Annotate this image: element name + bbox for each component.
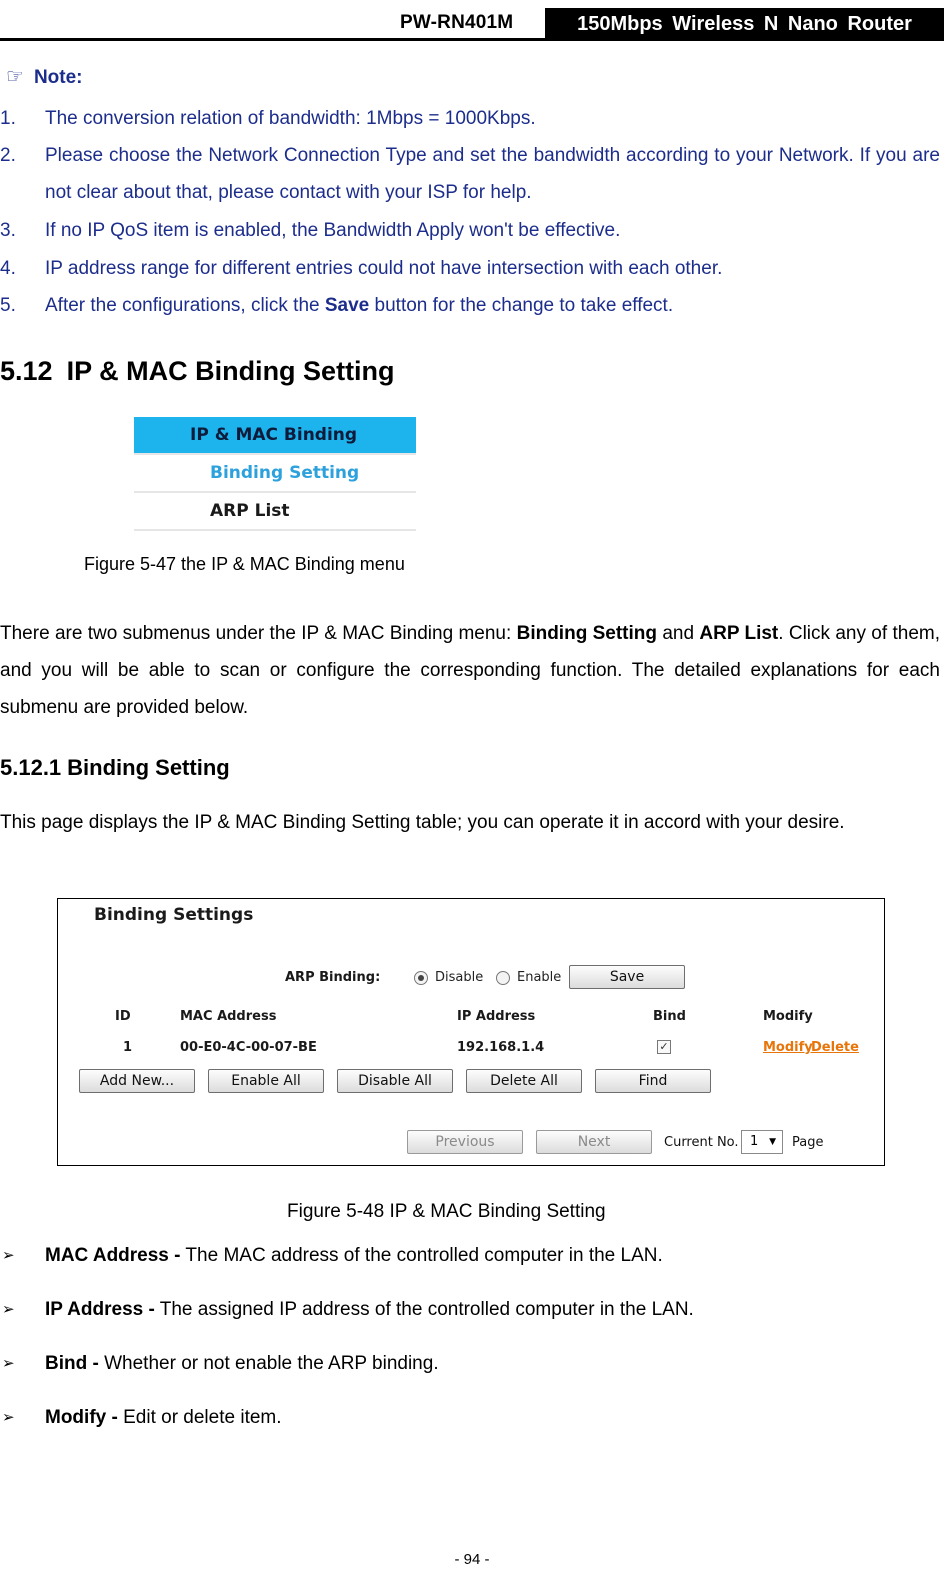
note-heading [6,64,83,89]
note-item-5: 5. After the configurations, click the Save button for the change to take effect. [0,295,674,316]
page-label: Page [792,1135,824,1150]
subsection-heading: 5.12.1 Binding Setting [0,755,230,780]
disable-radio[interactable] [414,971,428,985]
ip-mac-binding-menu [134,417,416,529]
section-heading: 5.12 IP & MAC Binding Setting [0,356,395,386]
note-item-1: 1. The conversion relation of bandwidth: 1Mbps = 1000Kbps. [0,108,536,129]
add-new-button[interactable]: Add New... [79,1069,195,1093]
previous-button[interactable]: Previous [407,1130,523,1154]
column-mac-address: MAC Address [180,1009,277,1024]
header-rule [0,38,944,41]
binding-settings-screenshot [57,898,885,1166]
enable-label: Enable [517,970,562,985]
bullet-mac-address: ➢ MAC Address - The MAC address of the controlled computer in the LAN. [2,1245,663,1266]
figure-48-caption: Figure 5-48 IP & MAC Binding Setting [287,1201,606,1222]
page-header [0,0,944,40]
current-page-select[interactable]: 1 ▼ [741,1130,783,1154]
enable-all-button[interactable]: Enable All [208,1069,324,1093]
arrow-bullet-icon: ➢ [2,1355,15,1372]
bullet-bind: ➢ Bind - Whether or not enable the ARP binding. [2,1353,439,1374]
delete-link[interactable]: Delete [811,1040,859,1055]
next-button[interactable]: Next [536,1130,652,1154]
bullet-modify: ➢ Modify - Edit or delete item. [2,1407,282,1428]
arrow-bullet-icon: ➢ [2,1301,15,1318]
header-model: PW-RN401M [400,12,514,33]
header-product: 150Mbps Wireless N Nano Router [545,8,944,40]
modify-link[interactable]: Modify [763,1040,813,1055]
find-button[interactable]: Find [595,1069,711,1093]
subsection-intro: This page displays the IP & MAC Binding Setting table; you can operate it in accord with your desire. [0,812,845,833]
enable-radio[interactable] [496,971,510,985]
row-bind-checkbox[interactable]: ✓ [657,1040,671,1054]
row-mac: 00-E0-4C-00-07-BE [180,1040,317,1055]
disable-all-button[interactable]: Disable All [337,1069,453,1093]
row-ip: 192.168.1.4 [457,1040,545,1055]
note-title: Note: [33,67,83,88]
arp-binding-label: ARP Binding: [285,970,381,985]
arrow-bullet-icon: ➢ [2,1247,15,1264]
row-id: 1 [123,1040,133,1055]
column-modify: Modify [763,1009,813,1024]
note-item-3: 3. If no IP QoS item is enabled, the Bandwidth Apply won't be effective. [0,220,621,241]
column-ip-address: IP Address [457,1009,536,1024]
figure-47-caption: Figure 5-47 the IP & MAC Binding menu [84,554,405,574]
menu-header[interactable]: IP & MAC Binding [134,417,416,455]
column-id: ID [115,1009,131,1024]
menu-item-arp-list[interactable]: ARP List [134,493,416,531]
delete-all-button[interactable]: Delete All [466,1069,582,1093]
note-item-4: 4. IP address range for different entries could not have intersection with each other. [0,258,723,279]
dropdown-arrow-icon: ▼ [769,1137,776,1147]
bullet-ip-address: ➢ IP Address - The assigned IP address of the controlled computer in the LAN. [2,1299,694,1320]
intro-paragraph: There are two submenus under the IP & MAC Binding menu: Binding Setting and ARP List. Click any of them, and you will be able to scan or configure the corresponding function. The detailed explanations for each submenu are provided below. [0,623,940,718]
save-term: Save [324,295,370,316]
arrow-bullet-icon: ➢ [2,1409,15,1426]
page-number: - 94 - [454,1551,490,1568]
disable-label: Disable [435,970,484,985]
menu-item-binding-setting[interactable]: Binding Setting [134,455,416,493]
note-item-2: 2. Please choose the Network Connection Type and set the bandwidth according to your Network. If you are not clear about that, please contact with your ISP for help. [0,145,940,203]
save-button[interactable]: Save [569,965,685,989]
current-no-label: Current No. [664,1135,739,1150]
binding-settings-title: Binding Settings [94,905,254,925]
column-bind: Bind [653,1009,686,1024]
pointing-hand-icon: ☞ [6,66,24,88]
